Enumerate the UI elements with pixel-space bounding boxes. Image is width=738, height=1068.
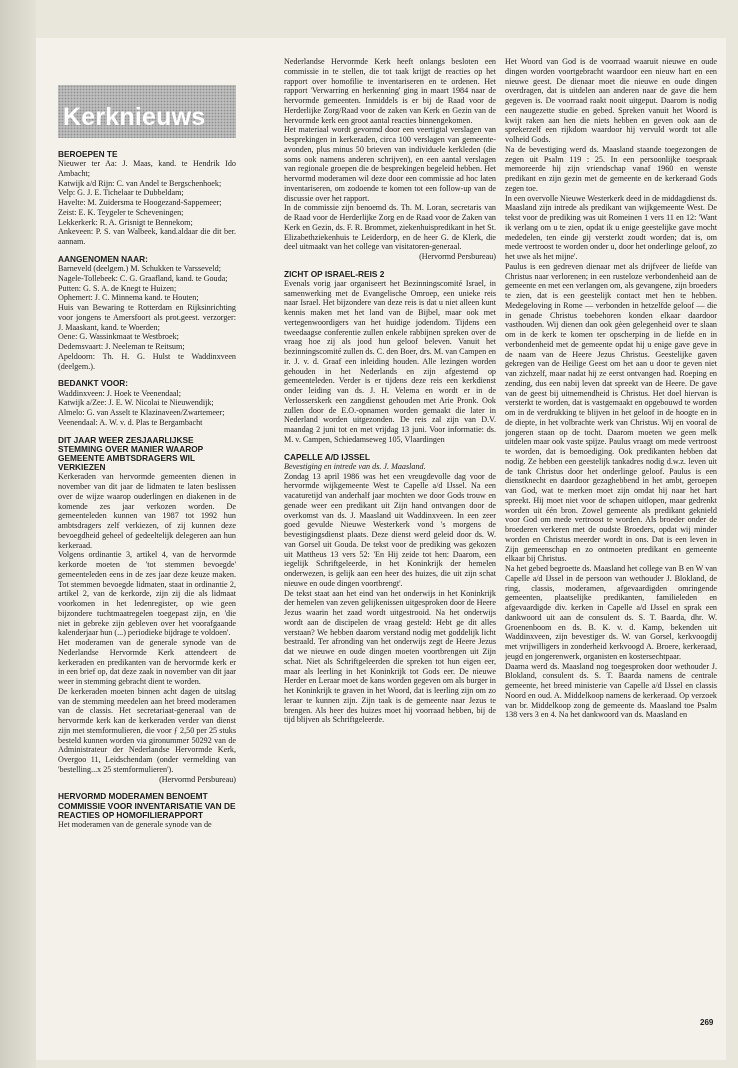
list-item: Almelo: G. van Asselt te Klazinaveen/Zwartemeer; xyxy=(58,408,225,418)
list-item: Havelte: M. Zuidersma te Hoogezand-Sappemeer; xyxy=(58,198,222,208)
page-number: 269 xyxy=(700,1018,714,1027)
paragraph: Het moderamen van de generale synode van de xyxy=(58,820,212,830)
paragraph: Kerkeraden van hervormde gemeenten dienen in november van dit jaar de lidmaten te laten beslissen over de wijze waarop ouderlingen en diakenen in de komende zes jaar verkozen worden. De gemeenteleden kunnen van 1987 tot 1992 hun ambtsdragers zelf verkiezen, of zij kunnen deze bevoegdheid geheel of gedeeltelijk delegeren aan hun kerkeraad. xyxy=(58,472,236,550)
press-credit: (Hervormd Persbureau) xyxy=(419,252,496,261)
paragraph: Volgens ordinantie 3, artikel 4, van de hervormde kerkorde moeten de 'tot stemmen bevoegde' gemeenteleden eens in de zes jaar deze keuze maken. Tot stemmen bevoegde lidmaten, staat in ordinantie 2, artikel 2, van de kerkorde, zijn zij die als lidmaat voorkomen in het ledenregister, op wie geen bijzondere tuchtmaatregelen toegepast zijn, en 'die niet in gebreke zijn gebleven over het voorafgaande kalenderjaar hun (...) periodieke bijdrage te voldoen'. xyxy=(58,550,236,638)
list-item: Dedemsvaart: J. Neeleman te Reitsum; xyxy=(58,342,185,352)
column-2 xyxy=(284,57,496,1037)
list-item: Ankeveen: P. S. van Walbeek, kand.aldaar die dit ber. aannam. xyxy=(58,227,236,247)
column-1 xyxy=(58,150,236,1030)
list-item: Putten: G. S. A. de Knegt te Huizen; xyxy=(58,283,177,293)
article-heading: ZICHT OP ISRAEL-REIS 2 xyxy=(284,268,385,279)
list-item: Apeldoorn: Th. H. G. Hulst te Waddinxveen (deelgem.). xyxy=(58,351,236,371)
article-heading: DIT JAAR WEER ZESJAARLIJKSE STEMMING OVER MANIER WAAROP GEMEENTE AMBTSDRAGERS WIL VERKIEZEN xyxy=(58,434,204,473)
section-heading: BEDANKT VOOR: xyxy=(58,378,129,389)
list-item: Waddinxveen: J. Hoek te Veenendaal; xyxy=(58,388,182,398)
paragraph: Nederlandse Hervormde Kerk heeft onlangs besloten een commissie in te stellen, die tot taak krijgt de reacties op het rapport over homofilie te inventariseren en te ordenen. Het rapport 'Verwarring en herkenning' ging in maart 1984 naar de hervormde gemeenten. Inmiddels is er bij de Raad voor de Herderlijke Zorg/Raad voor de zaken van Kerk en Gezin van de hervormde kerk een groot aantal reacties binnengekomen. xyxy=(284,57,496,125)
paragraph: Na het gebed begroette ds. Maasland het college van B en W van Capelle a/d IJssel in de persoon van wethouder J. Blokland, de ring, classis, moderamen, afgevaardigden omringende gemeenten, plaatselijke predikanten, familieleden en afgevaardigde div. kerken in Capelle a/d IJssel en sprak een dankwoord uit aan de consulent ds. S. T. Baarda, dhr. W. Groenenboom en ds. B. K. v. d. Kamp, bekenden uit Waddinxveen, zijn bevestiger ds. W. van Gorsel, kerkvoogdij met vrijwilligers in zonderheid kerkvoogd A. Broere, kerkeraad, jeugd en jongerenwerk, organisten en kostersechtpaar. xyxy=(505,564,717,661)
list-item: Nagele-Tollebeek: C. G. Graafland, kand. te Gouda; xyxy=(58,273,228,283)
list-item: Ophemert: J. C. Minnema kand. te Houten; xyxy=(58,293,199,303)
kerknieuws-header xyxy=(58,85,236,138)
section-heading: AANGENOMEN NAAR: xyxy=(58,253,148,264)
page-title: Kerknieuws xyxy=(63,103,206,131)
list-item: Lekkerkerk: R. A. Grisnigt te Bennekom; xyxy=(58,217,193,227)
page-binding xyxy=(0,0,36,1068)
paragraph: De kerkeraden moeten binnen acht dagen de uitslag van de stemming meedelen aan het breed moderamen van de classis. Het secretariaat-generaal van de hervormde kerk kan de kerkeraden verder van dienst zijn met stemformulieren, die voor ƒ 2,50 per 25 stuks besteld kunnen worden via gironummer 50292 van de Administrateur der Nederlandse Hervormde Kerk, Overgoo 11, Leidschendam (onder vermelding van 'bestelling...x 25 stemformulieren'). xyxy=(58,686,236,774)
column-3 xyxy=(505,57,717,1037)
press-credit: (Hervormd Persbureau) xyxy=(159,774,236,784)
paragraph: Het moderamen van de generale synode van de Nederlandse Hervormde Kerk attendeert de kerkeraden en predikanten van de hervormde kerk er in een brief op, dat deze zaak in november van dit jaar weer in stemming gebracht dient te worden. xyxy=(58,638,236,687)
article-heading: CAPELLE A/D IJSSEL xyxy=(284,451,370,462)
list-item: Zeist: E. K. Teygeler te Scheveningen; xyxy=(58,207,184,217)
paragraph: Het Woord van God is de voorraad waaruit nieuwe en oude dingen worden voortgebracht waardoor een nieuw hart en een nieuwe geest. De dienaar moet die nieuwe en oude dingen overdragen, dat is uitdelen aan anderen naar de gave die hem gegeven is. De voorraad raakt nooit uitgeput. Daarom is nodig een naugezette studie en gebed. Spreken vanuit het Woord is kwijt raken aan hen die niets hebben en geven ook aan de sprekerzelf een rijkdom waardoor hij vervuld wordt tot alle volheid Gods. xyxy=(505,57,717,144)
paragraph: Het materiaal wordt gevormd door een veertigtal verslagen van besprekingen in kerkeraden, circa 100 verslagen van gemeente-avonden, plus minus 50 brieven van individuele kerkleden (die soms ook namens anderen schrijven), en een aantal verslagen van regionale groepen die de besprekingen begeleid hebben. Het hervormd moderamen wil deze door een commissie ad hoc laten inventariseren, om zodoende te komen tot een follow-up van de discussie over het rapport. xyxy=(284,125,496,203)
list-item: Huis van Bewaring te Rotterdam en Rijksinrichting voor jongens te Amersfoort als prot.geest. verzorger: J. Maaskant, kand. te Woerden; xyxy=(58,303,236,332)
list-item: Nieuwer ter Aa: J. Maas, kand. te Hendrik Ido Ambacht; xyxy=(58,159,236,178)
list-item: Katwijk a/Zee: J. E. W. Nicolai te Nieuwendijk; xyxy=(58,398,214,408)
paragraph: De tekst staat aan het eind van het onderwijs in het Koninkrijk der hemelen van zeven gelijkenissen uitgesproken door de Heere Jezus waarin het zaad wordt uitgestrooid. Na het onderwijs wordt aan de discipelen de vraag gesteld: Hebt ge dit alles verstaan? We hebben daarom verstand nodig met goddelijk licht bestraald. Ter afronding van het onderwijs zegt de Heere Jezus dat we nieuwe en oude dingen moeten voortbrengen uit Zijn schat. Niet als Schriftgeleerden die spreken tot hun eigen eer, maar als leerling in het Koninkrijk tot Gods eer. De nieuwe Herder en Leraar moet de kans worden gegeven om als burger in het Koninkrijk te graven in het Woord, dat is leerling zijn om zo leraar te kunnen zijn. Zijn taak is de gemeente naar Jezus te brengen. Als heer des huizes moet hij voorraad hebben, bij de tijd blijven als Schriftgeleerde. xyxy=(284,588,496,725)
paragraph: In een overvolle Nieuwe Westerkerk deed in de middagdienst ds. Maasland zijn intrede als predikant van wijkgemeente West. De tekst voor de prediking was uit Romeinen 1 vers 11 en 12: 'Want ik verlang om u te zien, opdat ik u enige geestelijke gave mocht mededelen, ten einde gij versterkt zoudt worden; dat is, om mede vertroost te worden onder u, door het onderlinge geloof, zo het uwe als het mijne'. xyxy=(505,193,717,261)
paragraph: Zondag 13 april 1986 was het een vreugdevolle dag voor de hervormde wijkgemeente West te Capelle a/d IJssel. Na een vacaturetijd van anderhalf jaar mochten we door Gods trouw en genade weer een predikant uit Zijn hand ontvangen door de overkomst van ds. J. Maasland uit Waddinxveen. In een zeer goed gevulde Nieuwe Westerkerk vond 's morgens de bevestigingsdienst plaats. Deze dienst werd geleid door ds. W. van Gorsel uit Gouda. De tekst voor de prediking was gekozen uit Mattheus 13 vers 52: 'En Hij zeide tot hen: Daarom, een iegelijk Schriftgeleerde, in het Koninkrijk der hemelen onderwezen, is gelijk aan een heer des huizes, die uit zijn schat nieuwe en oude dingen voortbrengt'. xyxy=(284,471,496,588)
section-heading: BEROEPEN TE xyxy=(58,150,118,159)
article-heading: HERVORMD MODERAMEN BENOEMT COMMISSIE VOOR INVENTARISATIE VAN DE REACTIES OP HOMOFILIERAPPORT xyxy=(58,791,236,820)
list-item: Velp: G. J. E. Tichelaar te Dubbeldam; xyxy=(58,188,184,198)
list-item: Katwijk a/d Rijn: C. van Andel te Bergschenhoek; xyxy=(58,178,222,188)
list-item: Barneveld (deelgem.) M. Schukken te Varsseveld; xyxy=(58,264,221,274)
paragraph: Evenals vorig jaar organiseert het Bezinningscomité Israel, in samenwerking met de Evangelische Omroep, een unieke reis naar Israel. Het bijzondere van deze reis is dat u niet alleen kunt kennis maken met het land van de Bijbel, maar ook met vertegenwoordigers van het huidige jodendom. Tijdens een tweedaagse conferentie zullen enkele rabbijnen spreken over de vraag hoe zij als jood hun geloof beleven. Vanuit het bezinningscomité zullen ds. C. den Boer, drs. M. van Campen en ir. J. v. d. Graaf een inleiding houden. Alle lezingen worden gehouden in het Nederlands en zijn afgestemd op gemeenteleden. Verder is er tijdens deze reis een kerkdienst onder leiding van ds. J. H. Velema en wordt er in de Verlosserskerk een zangdienst gehouden met Arie Pronk. Ook zullen door de E.O.-opnamen worden gemaakt die later in Nederland worden uitgezonden. De reis zal zijn van D.V. maandag 2 juni tot en met vrijdag 13 juni. Voor informatie: ds. M. v. Campen, Schiedamseweg 105, Vlaardingen xyxy=(284,278,496,444)
list-item: Oene: G. Wassinkmaat te Westbroek; xyxy=(58,332,179,342)
paragraph: Daarna werd ds. Maasland nog toegesproken door wethouder J. Blokland, consulent ds. S. T. Baarda namens de centrale gemeente, het breed ministerie van Capelle a/d IJssel en classis Noord en oud. A. Middelkoop namens de kerkeraad. Op verzoek van br. Middelkoop zong de gemeente ds. Maasland toe Psalm 138 vers 3 en 4. Na het dankwoord van ds. Maasland en xyxy=(505,661,717,720)
list-item: Veenendaal: A. W. v. d. Plas te Bergambacht xyxy=(58,417,203,427)
article-subheading: Bevestiging en intrede van ds. J. Maasland. xyxy=(284,461,426,471)
paragraph: In de commissie zijn benoemd ds. Th. M. Loran, secretaris van de Raad voor de Herderlijke Zorg en de Raad voor de Zaken van Kerk en Gezin, ds. F. R. Brommet, ziekenhuispredikant in het St. Elizabethziekenhuis te Leiderdorp, en de heer G. de Klerk, die deel uitmaakt van het college van visitatoren-generaal. xyxy=(284,203,496,252)
paragraph: Paulus is een gedreven dienaar met als drijfveer de liefde van Christus naar verlorenen; in een rusteloze verbondenheid aan de gemeente en met een verlangen om, als gevangene, zijn broeders te zien, dat is een geestelijk contact met hen te hebben. Medegeloving in Rome — verbonden in hetzelfde geloof — die in genade Christus toebehoren konden elkaar daardoor vasthouden. Wij dienen dan ook gèen gelegenheid over te slaan om in de kerk te komen ter opscherping in de liefde en in verbondenheid met de gemeente opdat hij u enige gave geve in de naam van de Heere Jezus Christus. Geestelijke gaven gekregen van de Heilige Geest om het aan u door te geven niet van zichzelf, maar nadat hij ze eerst ontvangen had. Roeping en zending, dus een nabij leven dat spreekt van de Heere. De gave van de geest bij uitnemendheid is Christus. Het doel hiervan is versterkt te worden, dat is vastgemaakt en opgebouwd te worden om in de verdrukking te blijven in het geloof in de hoogte en in de diepte, in het volbrachte werk van Christus. Wij en vooral de jongeren staan op de tocht. Daarom moeten we geen melk uitdelen maar ook vaste spijze. Paulus vraagt om mede vertroost te worden, dat is bemoediging. Ook predikanten hebben dat nodig. Ze hebben een geestelijk tankadres nodig d.w.z. leven uit de tank Christus door het onderlinge geloof. Paulus is een dienstknecht en daardoor gezaghebbend in het ambt, geroepen van God, wat te merken moet zijn omdat hij naar het hart spreekt. Hij moet niet voor de schapen uitlopen, maar gedrenkt worden uit één bron. Zowel gemeente als predikant geknield voor God om mede vertroost te worden. Als broeder onder de broederen verkeren met de oudste Broeders, opdat wij minder worden en Christus meerder wordt in ons. Dat is een leven in Zijn gemeenschap en zo ontmoeten predikant en gemeente elkaar bij Christus. xyxy=(505,261,717,564)
paragraph: Na de bevestiging werd ds. Maasland staande toegezongen de zegen uit Psalm 119 : 25. In een persoonlijke toespraak memoreerde hij zijn vriendschap vanaf 1960 en wenste predikant en zijn gezin met de gemeente en de kerkeraad Gods zegen toe. xyxy=(505,144,717,193)
